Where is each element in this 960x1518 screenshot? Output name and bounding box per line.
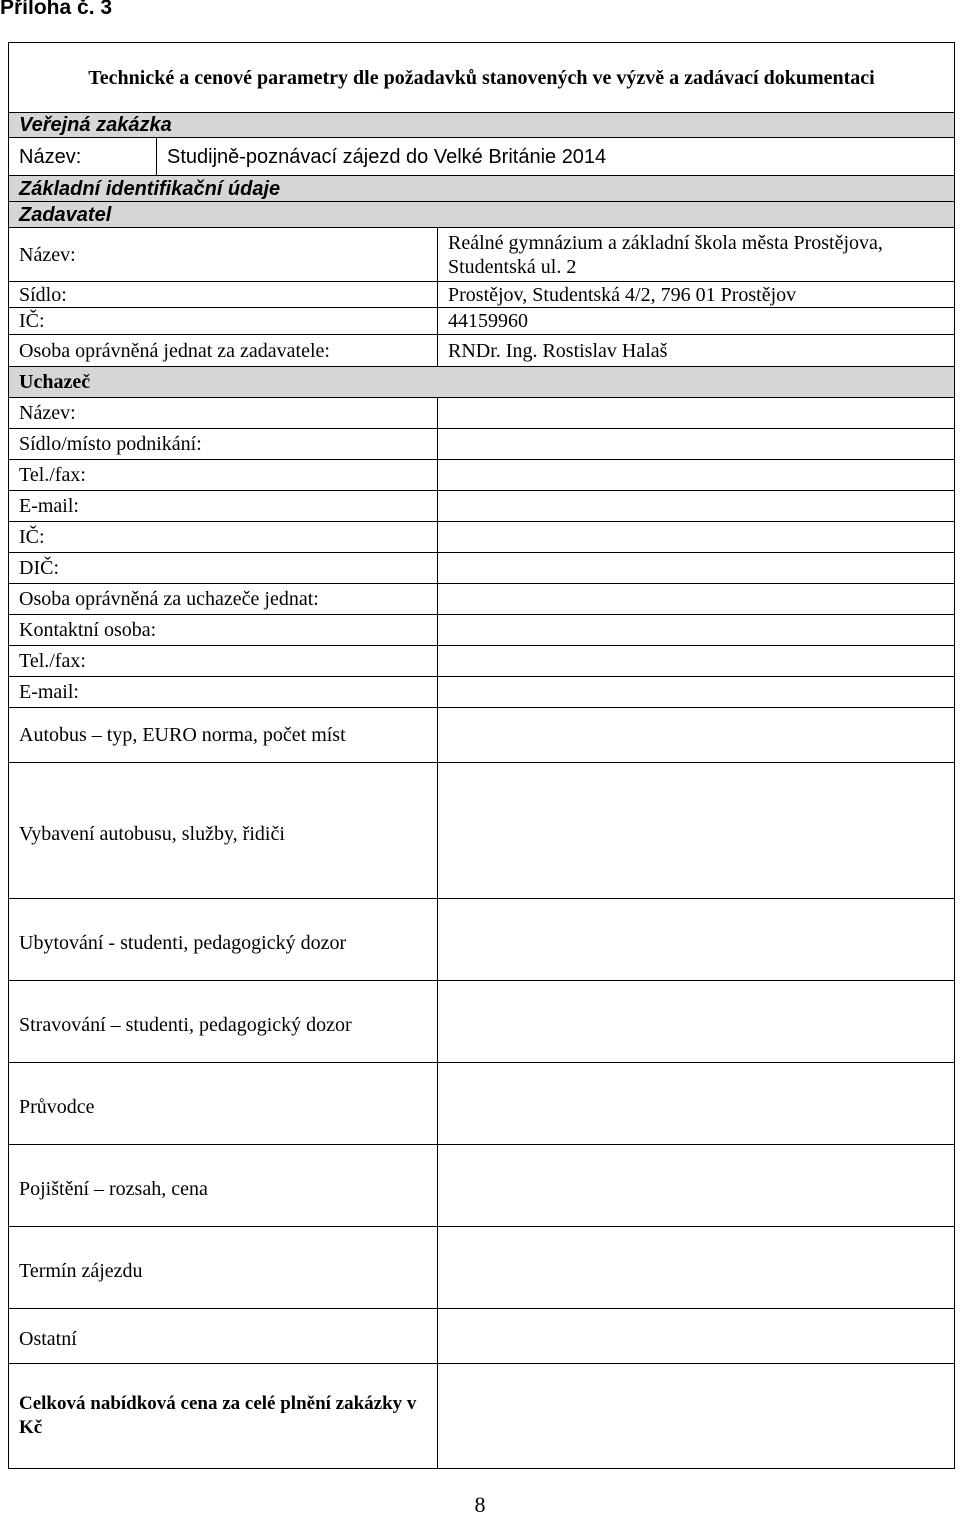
param-catering-label: Stravování – studenti, pedagogický dozor <box>9 981 438 1063</box>
param-accommodation-field[interactable] <box>438 899 955 981</box>
total-price-field[interactable] <box>438 1364 955 1469</box>
bidder-contact-phone-label: Tel./fax: <box>9 646 438 677</box>
section-bidder: Uchazeč <box>9 367 955 398</box>
annex-label: Příloha č. 3 <box>0 0 113 19</box>
bidder-vat-field[interactable] <box>438 553 955 584</box>
bidder-id-field[interactable] <box>438 522 955 553</box>
authority-person-label: Osoba oprávněná jednat za zadavatele: <box>9 335 438 367</box>
section-contracting-authority: Zadavatel <box>9 202 955 228</box>
authority-seat-value: Prostějov, Studentská 4/2, 796 01 Prostějov <box>438 282 955 308</box>
authority-name-label: Název: <box>9 228 438 282</box>
section-basic-info: Základní identifikační údaje <box>9 176 955 202</box>
bidder-person-field[interactable] <box>438 584 955 615</box>
param-bus-equipment-field[interactable] <box>438 763 955 899</box>
parameters-form-table <box>8 42 955 1469</box>
param-bus-field[interactable] <box>438 708 955 763</box>
total-price-label: Celková nabídková cena za celé plnění zakázky v Kč <box>9 1364 438 1469</box>
param-term-field[interactable] <box>438 1227 955 1309</box>
bidder-vat-label: DIČ: <box>9 553 438 584</box>
authority-person-value: RNDr. Ing. Rostislav Halaš <box>438 335 955 367</box>
bidder-seat-field[interactable] <box>438 429 955 460</box>
bidder-name-field[interactable] <box>438 398 955 429</box>
bidder-contact-label: Kontaktní osoba: <box>9 615 438 646</box>
authority-id-value: 44159960 <box>438 308 955 335</box>
bidder-email-field[interactable] <box>438 491 955 522</box>
page-number: 8 <box>474 1492 486 1517</box>
param-bus-label: Autobus – typ, EURO norma, počet míst <box>9 708 438 763</box>
bidder-person-label: Osoba oprávněná za uchazeče jednat: <box>9 584 438 615</box>
bidder-contact-email-label: E-mail: <box>9 677 438 708</box>
bidder-phone-label: Tel./fax: <box>9 460 438 491</box>
bidder-phone-field[interactable] <box>438 460 955 491</box>
bidder-contact-field[interactable] <box>438 615 955 646</box>
authority-name-value: Reálné gymnázium a základní škola města Prostějova, Studentská ul. 2 <box>438 228 955 282</box>
param-other-field[interactable] <box>438 1309 955 1364</box>
param-term-label: Termín zájezdu <box>9 1227 438 1309</box>
authority-id-label: IČ: <box>9 308 438 335</box>
bidder-seat-label: Sídlo/místo podnikání: <box>9 429 438 460</box>
contract-name-label: Název: <box>9 138 157 176</box>
param-catering-field[interactable] <box>438 981 955 1063</box>
param-insurance-label: Pojištění – rozsah, cena <box>9 1145 438 1227</box>
bidder-email-label: E-mail: <box>9 491 438 522</box>
param-guide-field[interactable] <box>438 1063 955 1145</box>
param-guide-label: Průvodce <box>9 1063 438 1145</box>
bidder-contact-phone-field[interactable] <box>438 646 955 677</box>
bidder-id-label: IČ: <box>9 522 438 553</box>
contract-name-value: Studijně-poznávací zájezd do Velké Británie 2014 <box>157 138 955 176</box>
param-accommodation-label: Ubytování - studenti, pedagogický dozor <box>9 899 438 981</box>
param-bus-equipment-label: Vybavení autobusu, služby, řidiči <box>9 763 438 899</box>
param-insurance-field[interactable] <box>438 1145 955 1227</box>
section-public-contract: Veřejná zakázka <box>9 113 955 138</box>
form-title: Technické a cenové parametry dle požadavků stanovených ve výzvě a zadávací dokumentaci <box>9 43 955 113</box>
authority-seat-label: Sídlo: <box>9 282 438 308</box>
bidder-contact-email-field[interactable] <box>438 677 955 708</box>
param-other-label: Ostatní <box>9 1309 438 1364</box>
bidder-name-label: Název: <box>9 398 438 429</box>
